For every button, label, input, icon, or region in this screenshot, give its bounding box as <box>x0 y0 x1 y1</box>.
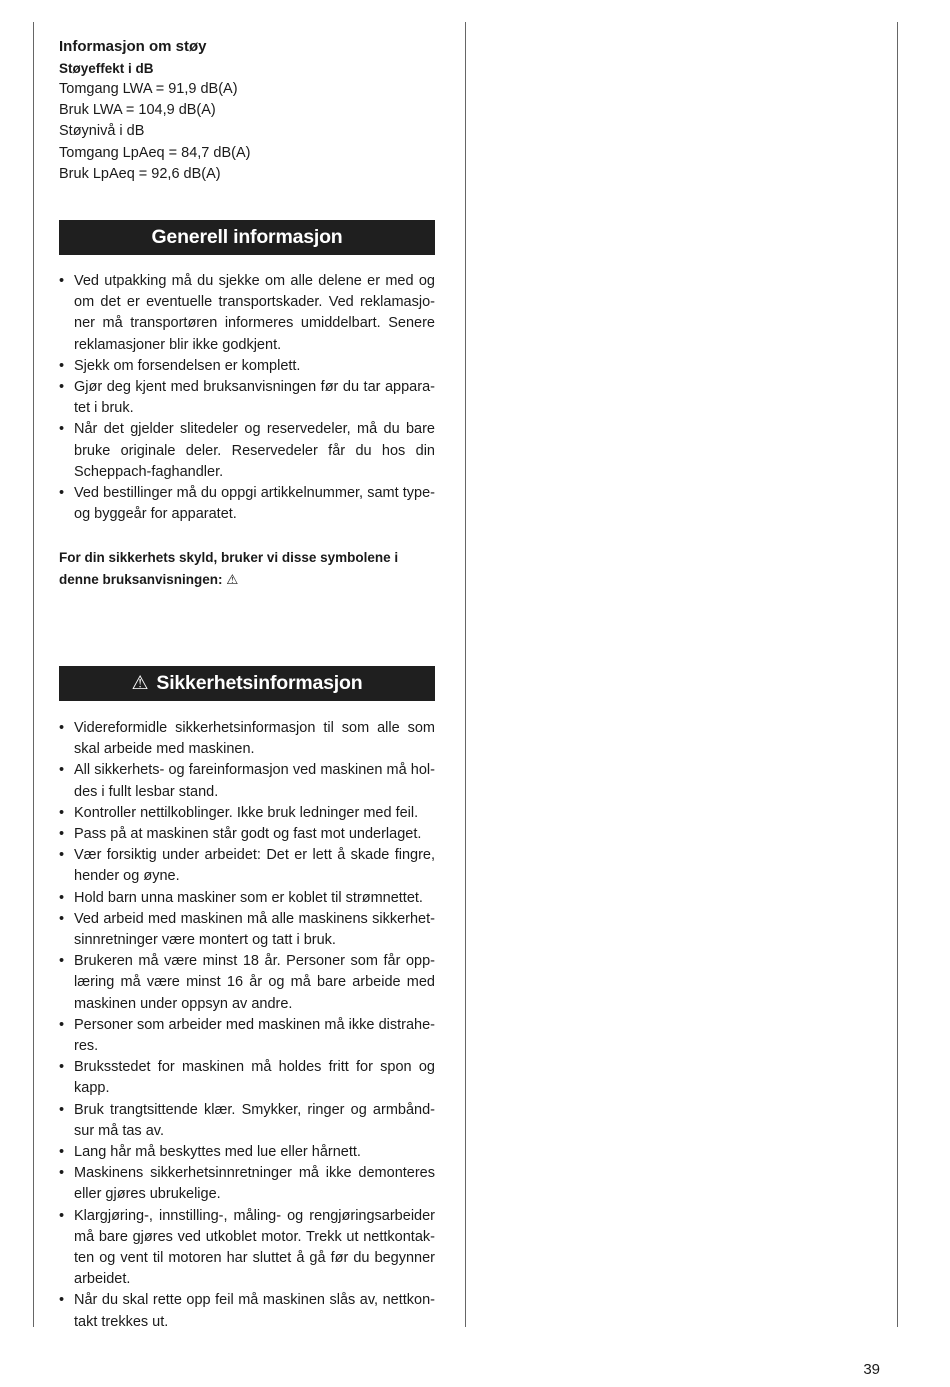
noise-line: Tomgang LWA = 91,9 dB(A) <box>59 81 238 97</box>
list-item: • Maskinens sikkerhetsinnretninger må ikke demonteres eller gjøres ubrukelige. <box>59 1163 435 1205</box>
symbol-note <box>59 547 435 591</box>
general-info-section <box>59 271 435 525</box>
safety-info-heading-band <box>59 666 435 701</box>
list-item: • Bruksstedet for maskinen må holdes fritt for spon og kapp. <box>59 1057 435 1099</box>
general-info-list <box>59 271 435 525</box>
noise-section <box>59 36 435 185</box>
safety-info-list <box>59 718 435 1333</box>
warning-triangle-icon: ⚠ <box>131 673 149 694</box>
list-item: • Bruk trangtsittende klær. Smykker, ringer og armbåndsur må tas av. <box>59 1100 435 1142</box>
noise-line: Bruk LpAeq = 92,6 dB(A) <box>59 165 221 182</box>
right-margin-rule <box>897 22 898 1327</box>
list-item: • Ved utpakking må du sjekke om alle delene er med og om det er eventuelle transportskader. Ved reklamasjoner må transportøren informeres umiddelbart. Senere reklamasjoner blir ikke godkjent. <box>59 271 435 356</box>
list-item: • Pass på at maskinen står godt og fast mot underlaget. <box>59 824 435 845</box>
noise-heading: Informasjon om støy <box>59 38 207 55</box>
noise-line: Tomgang LpAeq = 84,7 dB(A) <box>59 144 251 161</box>
list-item: • Kontroller nettilkoblinger. Ikke bruk ledninger med feil. <box>59 803 435 824</box>
list-item: • Lang hår må beskyttes med lue eller hårnett. <box>59 1142 435 1163</box>
warning-triangle-icon: ⚠ <box>226 572 239 587</box>
left-margin-rule <box>33 22 34 1327</box>
list-item: • Hold barn unna maskiner som er koblet til strømnettet. <box>59 888 435 909</box>
safety-info-section <box>59 718 435 1333</box>
list-item: • Ved arbeid med maskinen må alle maskinens sikkerhetsinnretninger være montert og tatt i bruk. <box>59 909 435 951</box>
list-item: • Personer som arbeider med maskinen må ikke distraheres. <box>59 1015 435 1057</box>
list-item: • Vær forsiktig under arbeidet: Det er lett å skade fingre, hender og øyne. <box>59 845 435 887</box>
noise-line: Bruk LWA = 104,9 dB(A) <box>59 102 216 119</box>
symbol-note-text: For din sikkerhets skyld, bruker vi disse symbolene i denne bruksanvisningen: <box>59 550 399 587</box>
list-item: • Når du skal rette opp feil må maskinen slås av, nettkontakt trekkes ut. <box>59 1290 435 1332</box>
column-divider-rule <box>465 22 466 1327</box>
list-item: • Ved bestillinger må du oppgi artikkelnummer, samt type- og byggeår for apparatet. <box>59 483 435 525</box>
page-number: 39 <box>863 1361 880 1378</box>
general-info-heading-band <box>59 220 435 255</box>
list-item: • Gjør deg kjent med bruksanvisningen før du tar apparatet i bruk. <box>59 377 435 419</box>
general-info-title: Generell informasjon <box>151 226 343 248</box>
list-item: • Når det gjelder slitedeler og reservedeler, må du bare bruke originale deler. Reservedeler får du hos din Scheppach-faghandler. <box>59 419 435 483</box>
safety-info-title: Sikkerhetsinformasjon <box>156 672 363 694</box>
list-item: • Sjekk om forsendelsen er komplett. <box>59 356 435 377</box>
list-item: • Brukeren må være minst 18 år. Personer som får opplæring må være minst 16 år og må bare arbeide med maskinen under oppsyn av andre. <box>59 951 435 1015</box>
noise-line: Støynivå i dB <box>59 123 145 140</box>
list-item: • Videreformidle sikkerhetsinformasjon til som alle som skal arbeide med maskinen. <box>59 718 435 760</box>
list-item: • All sikkerhets- og fareinformasjon ved maskinen må holdes i fullt lesbar stand. <box>59 760 435 802</box>
list-item: • Klargjøring-, innstilling-, måling- og rengjøringsarbeider må bare gjøres ved utkoblet motor. Trekk ut nettkontakten og vent til motoren har sluttet å gå før du begynner arbeidet. <box>59 1206 435 1291</box>
noise-subheading: Støyeffekt i dB <box>59 61 154 76</box>
